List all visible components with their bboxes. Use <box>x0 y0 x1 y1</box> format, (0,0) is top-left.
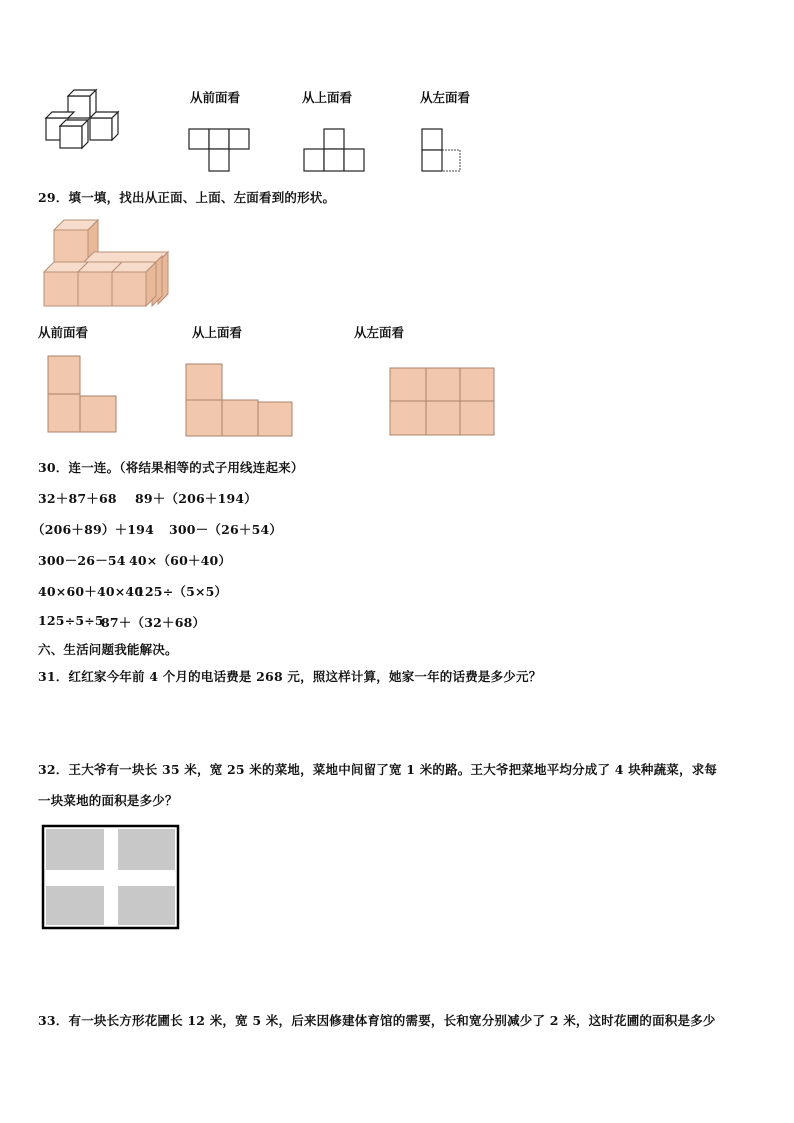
q30-right-expr-2: 300－（26＋54） <box>169 522 283 537</box>
q29-solid-figure <box>42 216 172 308</box>
q32-question-line1: 32．王大爷有一块长 35 米，宽 25 米的菜地，菜地中间留了宽 1 米的路。王大爷把菜地平均分成了 4 块种蔬菜，求每 <box>38 762 718 777</box>
q28-label-front: 从前面看 <box>190 90 241 105</box>
q29-top-view <box>186 364 296 438</box>
q33-question: 33．有一块长方形花圃长 12 米，宽 5 米，后来因修建体育馆的需要，长和宽分别减少了 2 米，这时花圃的面积是多少 <box>38 1013 716 1028</box>
q28-left-view <box>422 128 472 176</box>
q30-left-expr-1: 32＋87＋68 <box>38 491 117 506</box>
q28-label-top: 从上面看 <box>302 90 353 105</box>
plot-block-top-left <box>46 829 104 870</box>
q28-label-left: 从左面看 <box>420 90 471 105</box>
q30-left-expr-5: 125÷5÷5 <box>38 613 104 628</box>
q29-question: 29．填一填，找出从正面、上面、左面看到的形状。 <box>38 190 336 205</box>
q31-question: 31．红红家今年前 4 个月的电话费是 268 元，照这样计算，她家一年的话费是多少元？ <box>38 669 542 684</box>
q29-label-left: 从左面看 <box>354 325 405 340</box>
q30-right-expr-5: 87＋（32＋68） <box>101 615 206 630</box>
plot-block-bottom-right <box>118 886 175 925</box>
plot-block-bottom-left <box>46 886 104 925</box>
q29-left-view <box>390 368 498 438</box>
q32-question-line2: 一块菜地的面积是多少？ <box>38 793 178 808</box>
q29-front-view <box>48 356 120 434</box>
section-six-title: 六、生活问题我能解决。 <box>38 642 178 657</box>
plot-block-top-right <box>118 829 175 870</box>
q30-right-expr-4: 125÷（5×5） <box>136 584 228 599</box>
q32-vegetable-plot-figure <box>42 825 182 931</box>
q28-top-view <box>304 128 374 176</box>
q28-solid-figure <box>40 84 140 154</box>
q30-left-expr-2: （206＋89）＋194 <box>32 522 154 537</box>
q30-question: 30．连一连。（将结果相等的式子用线连起来） <box>38 460 304 475</box>
q30-left-expr-3: 300－26－54 <box>38 553 126 568</box>
q28-front-view <box>188 128 268 176</box>
q30-right-expr-1: 89＋（206＋194） <box>135 491 257 506</box>
q29-label-front: 从前面看 <box>38 325 89 340</box>
q29-label-top: 从上面看 <box>192 325 243 340</box>
q30-left-expr-4: 40×60＋40×40 <box>38 584 144 599</box>
q30-right-expr-3: 40×（60＋40） <box>129 553 232 568</box>
